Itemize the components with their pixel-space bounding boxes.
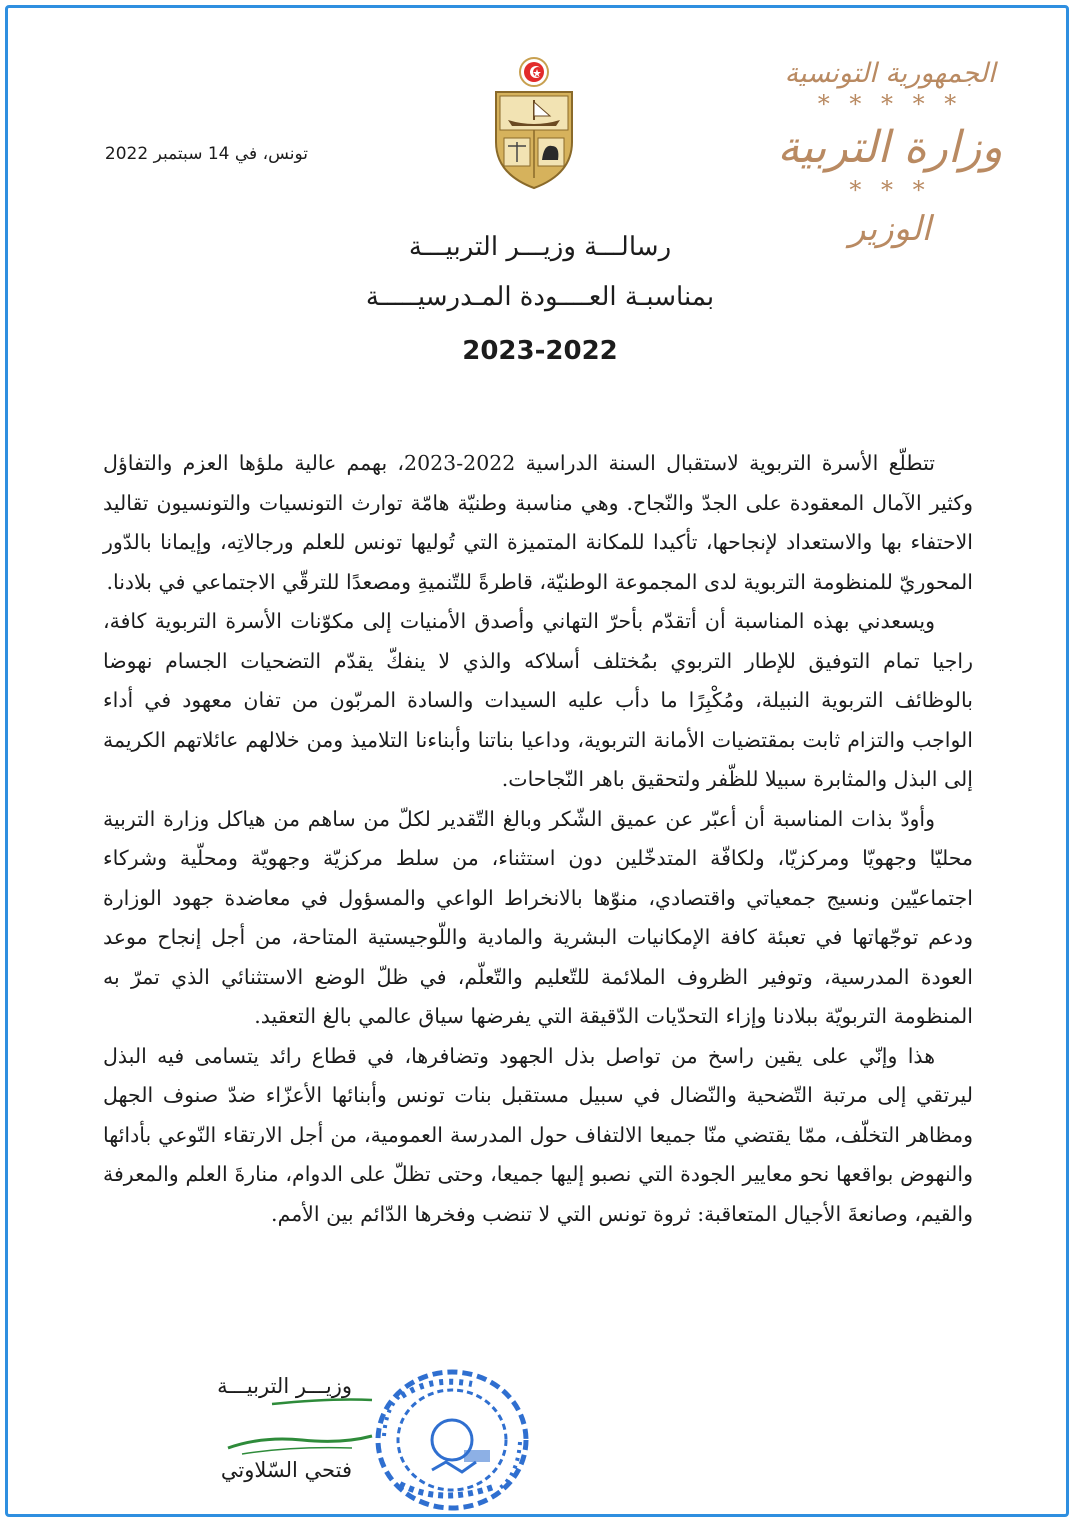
title-line-2: بمناسبـة العــــودة المـدرسيـــــة bbox=[365, 282, 715, 312]
letter-title-block bbox=[300, 222, 780, 380]
body-paragraph: هذا وإنّي على يقين راسخ من تواصل بذل الجهود وتضافرها، في قطاع رائد يتسامى فيه البذل ليرتقي إلى مرتبة التّضحية والنّضال في سبيل مستقبل بنات تونس وأبنائها الأعزّاء ضدّ صنوف الجهل ومظاهر التخلّف، ممّا يقتضي منّا جميعا الالتفاف حول المدرسة العمومية، من أجل الارتقاء النّوعي بأدائها والنهوض بواقعها نحو معايير الجودة التي نصبو إليها جميعا، وحتى تظلّ على الدوام، منارةَ العلم والمعرفة والقيم، وصانعةَ الأجيال المتعاقبة: ثروة تونس التي لا تنضب وفخرها الدّائم بين الأمم. bbox=[103, 1043, 973, 1226]
signatory-name: فتحي السّلاوتي bbox=[220, 1458, 352, 1482]
republic-label: الجمهورية التونسية bbox=[784, 58, 996, 89]
body-paragraph: وأودّ بذات المناسبة أن أعبّر عن عميق الشّكر وبالغ التّقدير لكلّ من ساهم من هياكل وزارة التربية محليّا وجهويّا ومركزيّا، ولكافّة المتدخّلين دون استثناء، من سلط مركزيّة وجهويّة ومحلّية وشركاء اجتماعيّين ونسيج جمعياتي واقتصادي، منوّها بالانخراط الواعي والمسؤول في معاضدة جهود الوزارة ودعم توجّهاتها في تعبئة كافة الإمكانيات البشرية والمادية واللّوجيستية المتاحة، من أجل إنجاح موعد العودة المدرسية، وتوفير الظروف الملائمة للتّعليم والتّعلّم، في ظلّ الوضع الاستثنائي الذي تمرّ به المنظومة التربويّة ببلادنا وإزاء التحدّيات الدّقيقة التي يفرضها سياق عالمي بالغ التعقيد. bbox=[103, 806, 973, 1028]
letter-body bbox=[103, 444, 973, 1234]
stars-top: * * * * * bbox=[817, 90, 963, 118]
stars-bottom: * * * bbox=[849, 176, 931, 204]
signatory-title: وزيـــر التربيـــة bbox=[217, 1374, 352, 1398]
ministry-letterhead bbox=[770, 58, 1010, 249]
official-seal-icon bbox=[372, 1366, 532, 1514]
ministry-name: وزارة التربية bbox=[777, 122, 1003, 173]
body-paragraph: تتطلّع الأسرة التربوية لاستقبال السنة الدراسية 2022-2023، بهمم عالية ملؤها العزم والتفاؤل وكثير الآمال المعقودة على الجدّ والنّجاح. وهي مناسبة وطنيّة هامّة توارث التونسيات والتونسيون تقاليد الاحتفاء بها والاستعداد لإنجاحها، تأكيدا للمكانة المتميزة التي تُوليها تونس للعلم ورجالاتِه، وإيمانا بالدّور المحوريّ للمنظومة التربوية لدى المجموعة الوطنيّة، قاطرةً للتّنميةِ ومصعدًا للترقّي الاجتماعي في بلادنا. bbox=[103, 451, 973, 594]
body-paragraph: ويسعدني بهذه المناسبة أن أتقدّم بأحرّ التهاني وأصدق الأمنيات إلى مكوّنات الأسرة التربوية كافة، راجيا تمام التوفيق للإطار التربوي بمُختلف أسلاكه والذي لا ينفكّ يقدّم التضحيات الجسام نهوضا بالوظائف التربوية النبيلة، ومُكْبِرًا ما دأب عليه السيدات والسادة المربّون من تفان معهود في أداء الواجب والتزام ثابت بمقتضيات الأمانة التربوية، وداعيا بناتنا وأبناءنا التلاميذ ومن خلالهم عائلاتهم الكريمة إلى البذل والمثابرة سبيلا للظّفر ولتحقيق باهر النّجاحات. bbox=[103, 609, 973, 791]
title-line-1: رسالـــة وزيـــر التربيـــة bbox=[408, 232, 672, 262]
school-year: 2023-2022 bbox=[462, 336, 618, 366]
tunisia-coat-of-arms-icon bbox=[486, 52, 582, 192]
minister-label: الوزير bbox=[848, 209, 931, 249]
letter-date: تونس، في 14 سبتمبر 2022 bbox=[104, 144, 308, 164]
